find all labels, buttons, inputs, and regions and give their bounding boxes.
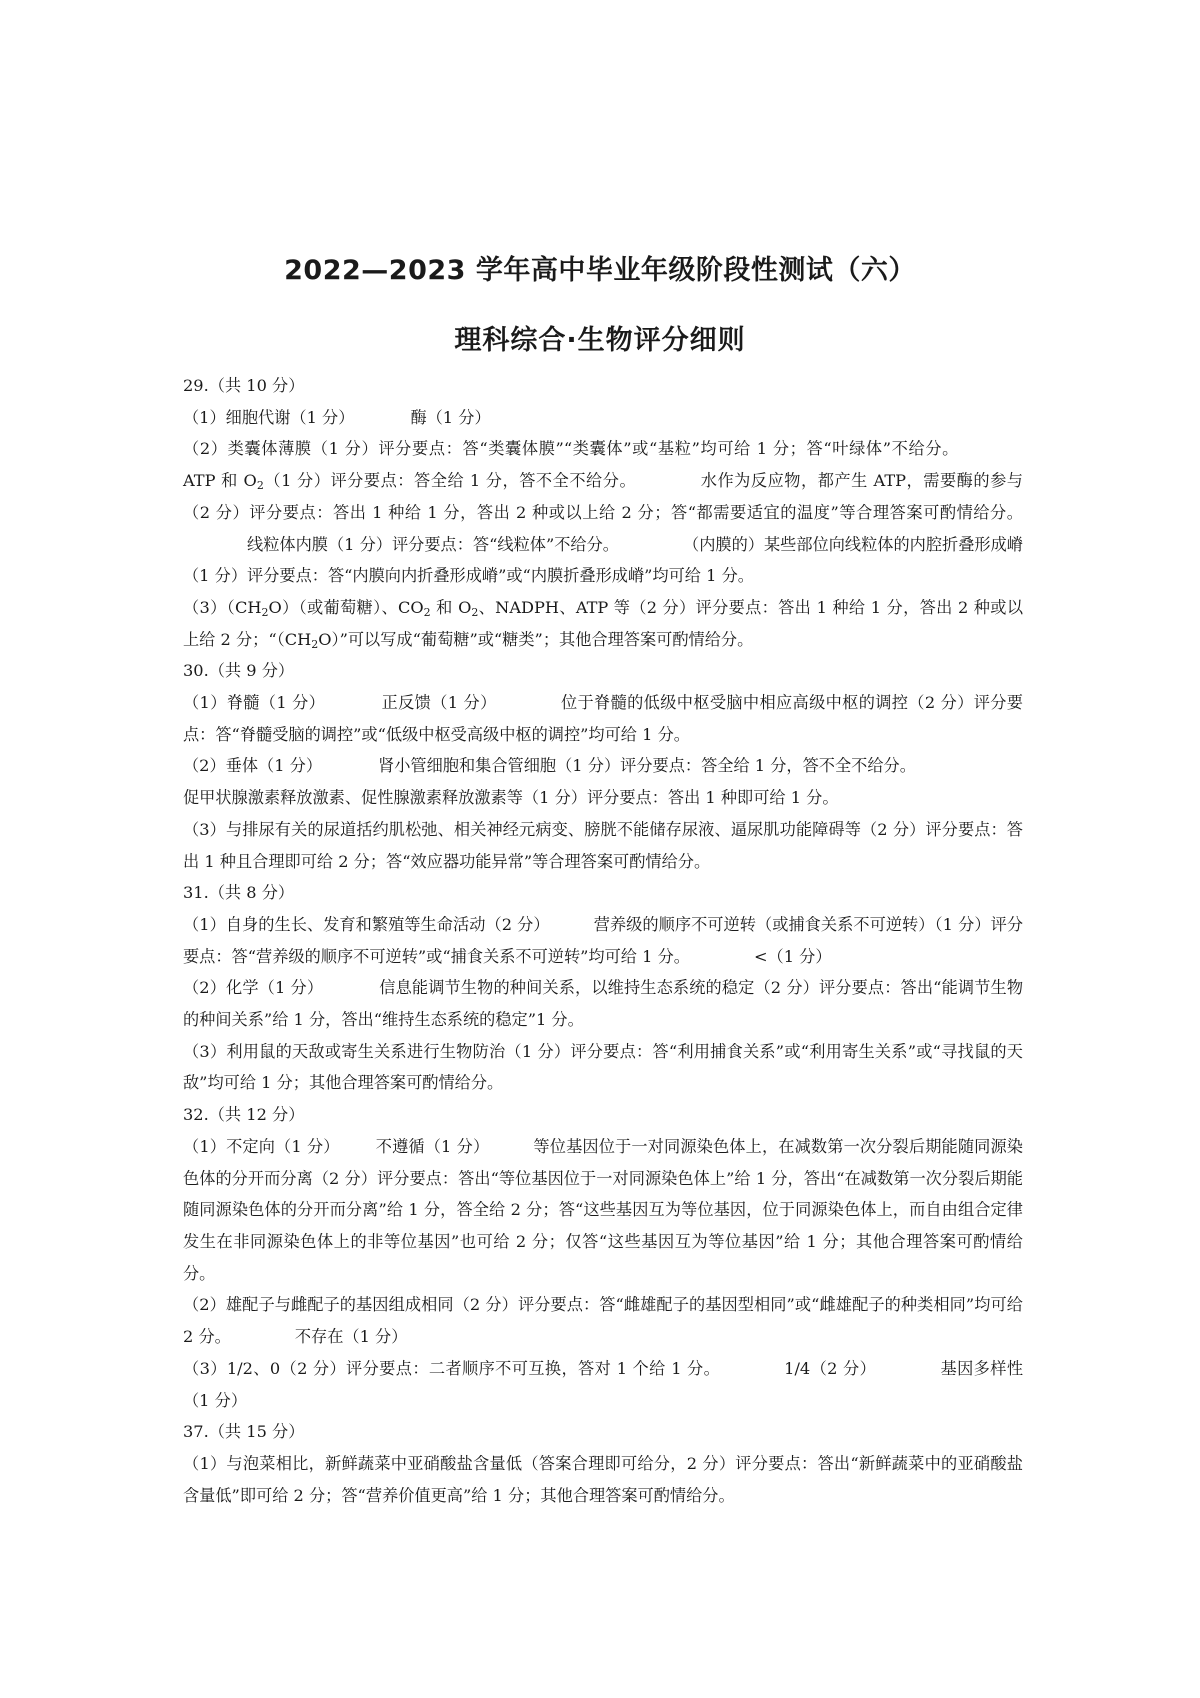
question-31-heading: 31.（共 8 分） — [183, 883, 295, 903]
document-subtitle: 理科综合·生物评分细则 — [454, 325, 746, 356]
q30-p2-answer-b: 肾小管细胞和集合管细胞（1 分）评分要点：答全给 1 分，答不全不给分。 — [378, 756, 916, 776]
q29-p1-answer-b: 酶（1 分） — [410, 407, 491, 427]
q32-p2-answer-a: （2）雄配子与雌配子的基因组成相同（2 分）评分要点：答“雌雄配子的基因型相同”或“雌雄配子的种类相同”均可给 2 分。 — [183, 1295, 1023, 1347]
document-body — [183, 370, 1023, 1511]
q31-p1-answer-c: <（1 分） — [753, 946, 832, 966]
question-32-part-1 — [183, 1131, 1023, 1290]
q29-p2-answer-c: 水作为反应物，都产生 ATP，需要酶的参与（2 分）评分要点：答出 1 种给 1 分，答出 2 种或以上给 2 分；答“都需要适宜的温度”等合理答案可酌情给分。 — [183, 471, 1023, 522]
q32-p2-answer-b: 不存在（1 分） — [294, 1327, 408, 1347]
q31-p1-answer-b: 营养级的顺序不可逆转（或捕食关系不可逆转）（1 分）评分要点：答“营养级的顺序不可逆转”或“捕食关系不可逆转”均可给 1 分。 — [183, 914, 1024, 966]
q30-p1-answer-c: 位于脊髓的低级中枢受脑中相应高级中枢的调控（2 分）评分要点：答“脊髓受脑的调控”或“低级中枢受高级中枢的调控”均可给 1 分。 — [183, 693, 1023, 744]
question-30-part-3: （3）与排尿有关的尿道括约肌松弛、相关神经元病变、膀胱不能储存尿液、逼尿肌功能障碍等（2 分）评分要点：答出 1 种且合理即可给 2 分；答“效应器功能异常”等合理答案可酌情给分。 — [183, 819, 1023, 871]
question-32-heading: 32.（共 12 分） — [183, 1105, 305, 1125]
q30-p1-answer-a: （1）脊髓（1 分） — [183, 693, 326, 713]
q29-p2-answer-d: 线粒体内膜（1 分）评分要点：答“线粒体”不给分。 — [247, 534, 619, 554]
question-30-part-2 — [183, 750, 1023, 782]
question-29-part-1 — [183, 402, 1023, 434]
question-30-part-2-continued: 促甲状腺激素释放激素、促性腺激素释放激素等（1 分）评分要点：答出 1 种即可给 1 分。 — [183, 788, 839, 808]
question-30-part-1 — [183, 687, 1023, 750]
q32-p1-answer-c: 等位基因位于一对同源染色体上，在减数第一次分裂后期能随同源染色体的分开而分离（2 分）评分要点：答出“等位基因位于一对同源染色体上”给 1 分，答出“在减数第一次分裂后期能随同源染色体的分开而分离”给 1 分，答全给 2 分；答“这些基因互为等位基因，位于同源染色体上，而自由组合定律发生在非同源染色体上的非等位基因”也可给 2 分；仅答“这些基因互为等位基因”给 1 分；其他合理答案可酌情给分。 — [183, 1136, 1023, 1283]
question-32-part-2 — [183, 1289, 1023, 1352]
q30-p1-answer-b: 正反馈（1 分） — [381, 693, 497, 713]
q29-p2-answer-e: （内膜的）某些部位向线粒体的内腔折叠形成嵴（1 分）评分要点：答“内膜向内折叠形成嵴”或“内膜折叠形成嵴”均可给 1 分。 — [183, 534, 1023, 586]
question-29-heading: 29.（共 10 分） — [183, 376, 305, 395]
question-29-part-2 — [183, 433, 1023, 592]
q31-p2-answer-b: 信息能调节生物的种间关系，以维持生态系统的稳定（2 分）评分要点：答出“能调节生物的种间关系”给 1 分，答出“维持生态系统的稳定”1 分。 — [183, 978, 1024, 1030]
q31-p2-answer-a: （2）化学（1 分） — [183, 978, 324, 998]
document-title: 2022—2023 学年高中毕业年级阶段性测试（六） — [284, 255, 916, 286]
question-31-part-2 — [183, 972, 1023, 1035]
question-37-part-1: （1）与泡菜相比，新鲜蔬菜中亚硝酸盐含量低（答案合理即可给分，2 分）评分要点：答出“新鲜蔬菜中的亚硝酸盐含量低”即可给 2 分；答“营养价值更高”给 1 分；其他合理答案可酌情给分。 — [183, 1453, 1023, 1505]
q29-p2-answer-a: （2）类囊体薄膜（1 分）评分要点：答“类囊体膜”“类囊体”或“基粒”均可给 1 分；答“叶绿体”不给分。 — [183, 439, 959, 459]
question-32-part-3 — [183, 1353, 1023, 1416]
question-31-part-3: （3）利用鼠的天敌或寄生关系进行生物防治（1 分）评分要点：答“利用捕食关系”或“利用寄生关系”或“寻找鼠的天敌”均可给 1 分；其他合理答案可酌情给分。 — [183, 1041, 1023, 1093]
q29-p1-answer-a: （1）细胞代谢（1 分） — [183, 407, 355, 427]
question-30-heading: 30.（共 9 分） — [183, 661, 295, 681]
q32-p3-answer-a: （3）1/2、0（2 分）评分要点：二者顺序不可互换，答对 1 个给 1 分。 — [183, 1358, 721, 1378]
q32-p3-answer-b: 1/4（2 分） — [784, 1358, 877, 1378]
question-29-part-3: $(3)(CH_2O)$（或葡萄糖）、$CO_2$ 和 $O_2$、NADPH、ATP 等（2 分）评分要点：答出 1 种给 1 分，答出 2 种或以上给 2 分；“$(CH_2O)$”可以写成“葡萄糖”或“糖类”；其他合理答案可酌情给分。 — [183, 597, 1024, 651]
q32-p1-answer-b: 不遵循（1 分） — [375, 1136, 490, 1156]
q32-p1-answer-a: （1）不定向（1 分） — [183, 1136, 340, 1156]
q32-p3-answer-c: 基因多样性（1 分） — [183, 1358, 1024, 1410]
q31-p1-answer-a: （1）自身的生长、发育和繁殖等生命活动（2 分） — [183, 914, 550, 934]
question-37-heading: 37.（共 15 分） — [183, 1422, 305, 1442]
question-31-part-1 — [183, 909, 1023, 972]
q30-p2-answer-a: （2）垂体（1 分） — [183, 756, 323, 776]
q29-p2-answer-b: ATP 和 $O_2(1$ 分）评分要点：答全给 1 分，答不全不给分。 — [183, 471, 637, 493]
